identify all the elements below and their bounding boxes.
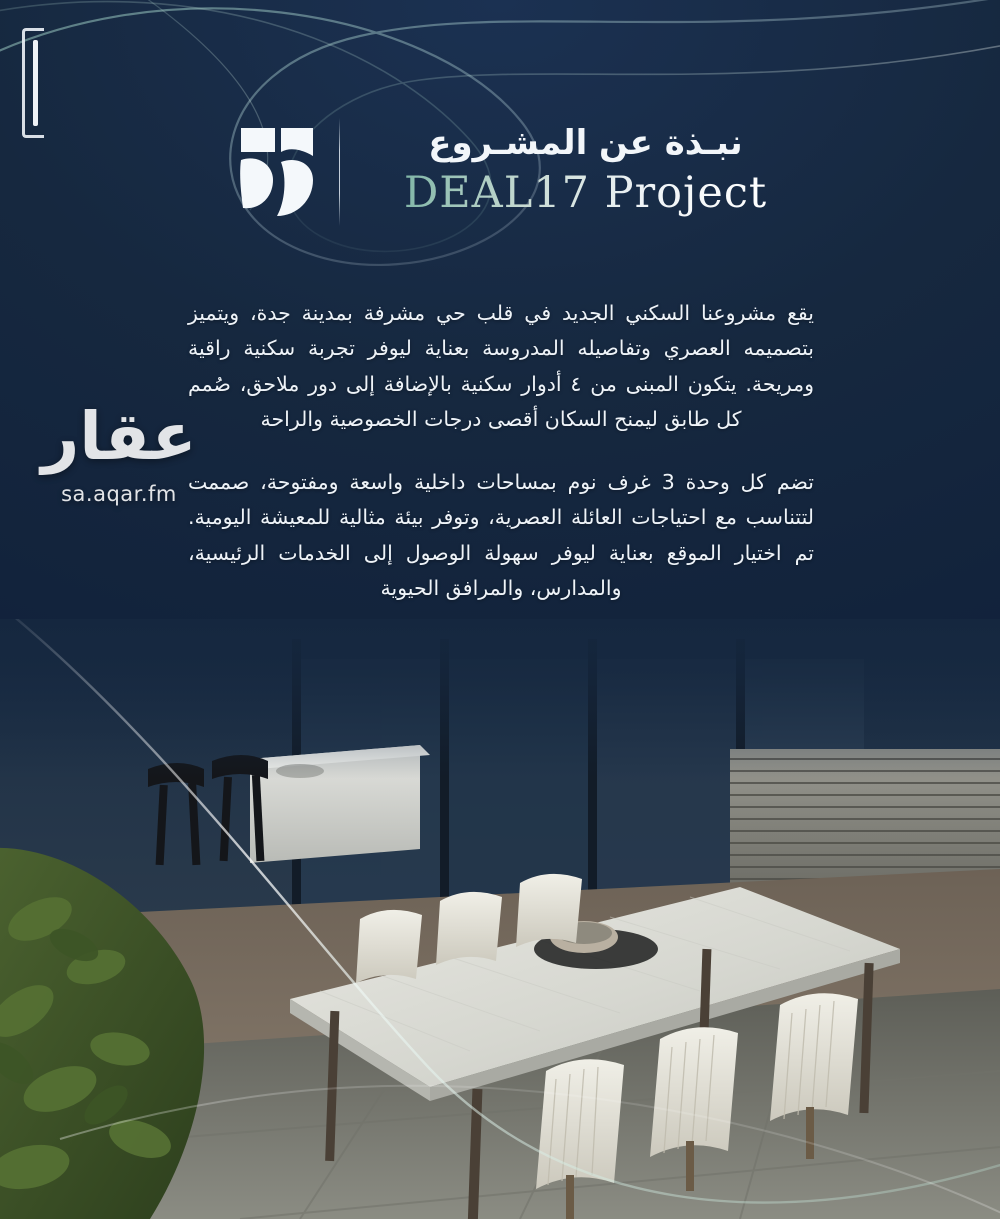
header-text-block [374, 122, 767, 222]
project-photo [0, 619, 1000, 1219]
poster-header [0, 118, 1000, 226]
page-title-arabic: نبـذة عن المشـروع [428, 122, 743, 163]
watermark-brand: عقار [41, 398, 197, 475]
header-divider [339, 118, 340, 226]
project-description [188, 296, 814, 606]
deal17-logo-icon [233, 122, 321, 222]
paragraph-1: يقع مشروعنا السكني الجديد في قلب حي مشرفة بمدينة جدة، ويتميز بتصميمه العصري وتفاصيله المدروسة بعناية ليوفر تجربة سكنية راقية ومريحة. يتكون المبنى من ٤ أدوار سكنية بالإضافة إلى دور ملاحق، صُمم كل طابق ليمنح السكان أقصى درجات الخصوصية والراحة [188, 301, 814, 431]
watermark [34, 398, 204, 506]
page-title-english: DEAL17 Project [404, 166, 767, 222]
paragraph-2: تضم كل وحدة 3 غرف نوم بمساحات داخلية واسعة ومفتوحة، صممت لتتناسب مع احتياجات العائلة العصرية، وتوفر بيئة مثالية للمعيشة اليومية. تم اختيار الموقع بعناية ليوفر سهولة الوصول إلى الخدمات الرئيسية، والمدارس، والمرافق الحيوية [188, 470, 814, 600]
watermark-url: sa.aqar.fm [61, 482, 177, 506]
photo-top-fade [0, 619, 1000, 779]
bracket-bar-decoration [33, 40, 38, 126]
